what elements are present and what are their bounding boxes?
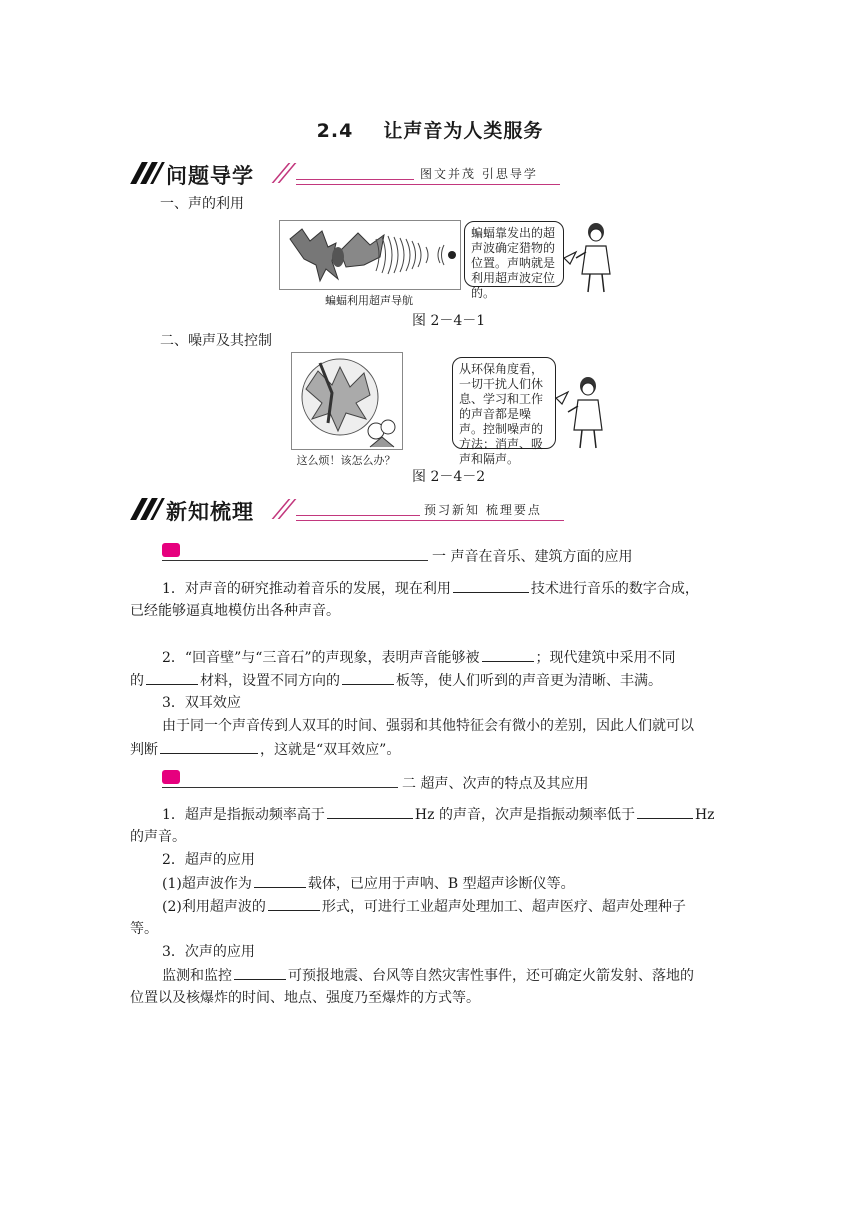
paragraph [162,646,742,670]
answer-blank[interactable] [160,738,258,754]
paragraph [162,895,742,919]
paragraph: 由于同一个声音传到人双耳的时间、强弱和其他特征会有微小的差别，因此人们就可以 [162,718,694,734]
paragraph [130,738,400,762]
figure-caption: 蝙蝠利用超声导航 [325,294,413,307]
answer-blank[interactable] [453,577,529,593]
text: 载体，已应用于声呐、B 型超声诊断仪等。 [307,876,575,892]
teacher-icon [552,372,612,450]
paragraph: 2．超声的应用 [162,852,255,868]
subsection-label: 二 超声、次声的特点及其应用 [402,776,589,792]
paragraph [162,872,575,896]
noise-figure [291,352,403,450]
paragraph: 的声音。 [130,829,186,845]
text: ，这就是“双耳效应”。 [260,742,401,758]
section-name: 新知梳理 [166,500,254,524]
answer-blank[interactable] [268,895,320,911]
text: 板等，使人们听到的声音更为清晰、丰满。 [396,673,662,689]
text: 技术进行音乐的数字合成， [530,581,699,597]
pill-marker-icon [162,770,180,784]
banner-underline [296,179,414,180]
paragraph [130,669,662,693]
speech-bubble: 蝙蝠靠发出的超声波确定猎物的位置。声呐就是利用超声波定位的。 [464,221,564,287]
text: 的 [130,673,144,689]
paragraph: 等。 [130,921,158,937]
text: Hz 的声音，次声是指振动频率低于 [414,807,635,823]
text: 1．超声是指振动频率高于 [162,807,325,823]
answer-blank[interactable] [327,803,413,819]
noise-scene-icon [292,353,402,449]
text: (1)超声波作为 [162,876,252,892]
figure-label: 图 2－4－1 [412,313,486,329]
text: (2)利用超声波的 [162,899,266,915]
paragraph: 位置以及核爆炸的时间、地点、强度乃至爆炸的方式等。 [130,990,480,1006]
bat-ultrasound-icon [280,221,460,289]
text: ；现代建筑中采用不同 [535,650,676,666]
page-title [0,116,860,143]
answer-blank[interactable] [482,646,534,662]
answer-blank[interactable] [637,803,693,819]
paragraph: 已经能够逼真地模仿出各种声音。 [130,603,340,619]
answer-blank[interactable] [254,872,306,888]
answer-blank[interactable] [342,669,394,685]
answer-blank[interactable] [234,964,286,980]
subsection-header [162,770,662,790]
part-heading: 二、噪声及其控制 [160,333,272,349]
paragraph: 3．双耳效应 [162,695,241,711]
text: 材料，设置不同方向的 [200,673,340,689]
figure-label: 图 2－4－2 [412,469,486,485]
text: 1．对声音的研究推动着音乐的发展，现在利用 [162,581,451,597]
section-number: 2.4 [316,120,354,142]
bat-figure [279,220,461,290]
paragraph [162,803,742,827]
title-text: 让声音为人类服务 [383,120,544,142]
section-banner-xinzhi [128,496,572,524]
paragraph: 3．次声的应用 [162,944,255,960]
figure-caption: 这么烦！该怎么办？ [296,454,396,467]
header-underline [162,560,428,561]
text: Hz [694,807,715,823]
subsection-label: 一 声音在音乐、建筑方面的应用 [432,549,633,565]
banner-underline [296,515,420,516]
text: 可预报地震、台风等自然灾害性事件，还可确定火箭发射、落地的 [288,968,694,984]
section-name: 问题导学 [166,164,254,188]
banner-underline [296,184,560,185]
paragraph [162,964,742,988]
pill-marker-icon [162,543,180,557]
text: 判断 [130,742,158,758]
speech-bubble: 从环保角度看，一切干扰人们休息、学习和工作的声音都是噪声。控制噪声的方法：消声、吸声和隔声。 [452,357,556,449]
text: 2．“回音壁”与“三音石”的声现象，表明声音能够被 [162,650,480,666]
text: 形式，可进行工业超声处理加工、超声医疗、超声处理种子 [321,899,686,915]
answer-blank[interactable] [146,669,198,685]
teacher-icon [560,218,620,294]
part-heading: 一、声的利用 [160,196,244,212]
text: 监测和监控 [162,968,232,984]
section-tag: 预习新知 梳理要点 [424,503,542,517]
subsection-header [162,543,662,563]
section-tag: 图文并茂 引思导学 [420,167,538,181]
banner-underline [296,520,564,521]
section-banner-wenti [128,160,568,188]
header-underline [162,787,398,788]
paragraph [162,577,742,601]
